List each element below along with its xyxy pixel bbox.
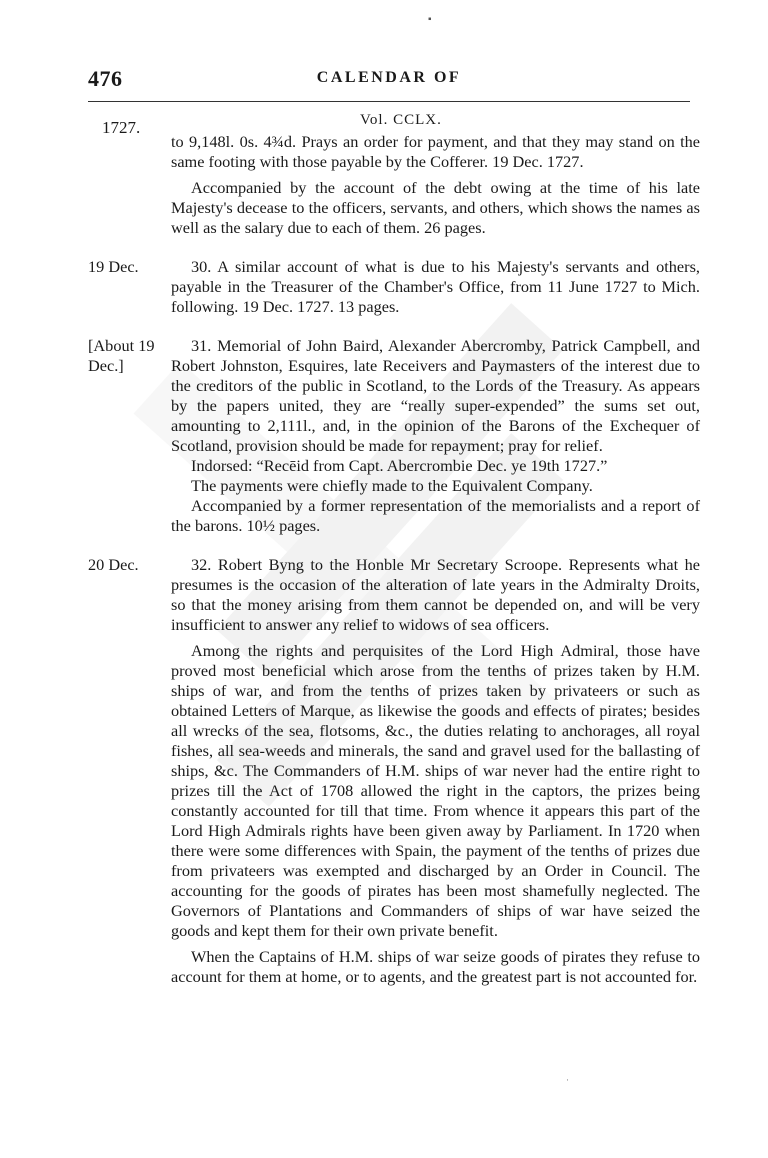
page-number: 476 xyxy=(88,66,123,91)
entry-paragraph: Accompanied by the account of the debt owing at the time of his late Majesty's decease to the officers, servants, and others, which shows the names as well as the salary due to each of them. 26 pages. xyxy=(171,178,700,237)
top-mark: ▪ xyxy=(428,14,432,25)
entry-paragraph: When the Captains of H.M. ships of war seize goods of pirates they refuse to account for them at home, or to agents, and the greatest part is not accounted for. xyxy=(171,947,700,986)
entry-paragraph: 30. A similar account of what is due to his Majesty's servants and others, payable in the Treasurer of the Chamber's Office, from 11 June 1727 to Mich. following. 19 Dec. 1727. 13 pages. xyxy=(171,257,700,316)
entry-30 xyxy=(88,257,700,317)
entry-continuation xyxy=(171,132,700,238)
speck-mark: · xyxy=(566,1075,569,1085)
header-rule xyxy=(88,101,690,102)
entry-paragraph: Indorsed: “Recēid from Capt. Abercrombie Dec. ye 19th 1727.” xyxy=(191,456,608,475)
entry-paragraph: 32. Robert Byng to the Honble Mr Secretary Scroope. Represents what he presumes is the occasion of the alteration of late years in the Admiralty Droits, so that the money arising from them cannot be depended on, and will be very insufficient to answer any relief to widows of sea officers. xyxy=(171,555,700,634)
entry-date: [About 19 Dec.] xyxy=(88,336,155,375)
calendar-entries xyxy=(88,132,700,987)
page-header xyxy=(88,66,690,96)
entry-paragraph: 31. Memorial of John Baird, Alexander Abercromby, Patrick Campbell, and Robert Johnston, Esquires, late Receivers and Paymasters of the interest due to the creditors of the public in Scotland, to the Lords of the Treasury. As appears by the papers united, they are “really super-expended” the sums set out, amounting to 2,111l., and, in the opinion of the Barons of the Exchequer of Scotland, provision should be made for repayment; pray for relief. xyxy=(171,336,700,455)
entry-paragraph: Accompanied by a former representation of the memorialists and a report of the barons. 10½ pages. xyxy=(171,496,700,535)
volume-heading: Vol. CCLX. xyxy=(360,112,442,128)
entry-32 xyxy=(88,555,700,987)
entry-paragraph: The payments were chiefly made to the Equivalent Company. xyxy=(191,476,593,495)
margin-year: 1727. xyxy=(102,118,141,137)
entry-date: 20 Dec. xyxy=(88,555,139,574)
entry-paragraph: Among the rights and perquisites of the Lord High Admiral, those have proved most beneficial which arose from the tenths of prizes taken by H.M. ships of war, and from the tenths of prizes taken by privateers or such as obtained Letters of Marque, as likewise the goods and effects of pirates; besides all wrecks of the sea, flotsoms, &c., the duties relating to anchorages, all royal fishes, all sea-weeds and minerals, the sand and gravel used for the ballasting of ships, &c. The Commanders of H.M. ships of war never had the entire right to prizes till the Act of 1708 allowed the right in the captors, the prizes being constantly accounted for till that time. From whence it appears this part of the Lord High Admirals rights have been given away by Parliament. In 1720 when there were some differences with Spain, the payment of the tenths of prizes due from privateers was exempted and discharged by an Order in Council. The accounting for the goods of pirates has been most shamefully neglected. The Governors of Plantations and Commanders of ships of war have seized the goods and kept them for their own private benefit. xyxy=(171,641,700,940)
running-title: CALENDAR OF xyxy=(316,69,462,86)
entry-paragraph: to 9,148l. 0s. 4¾d. Prays an order for payment, and that they may stand on the same footing with those payable by the Cofferer. 19 Dec. 1727. xyxy=(171,132,700,171)
entry-date: 19 Dec. xyxy=(88,257,139,276)
entry-31 xyxy=(88,336,700,536)
